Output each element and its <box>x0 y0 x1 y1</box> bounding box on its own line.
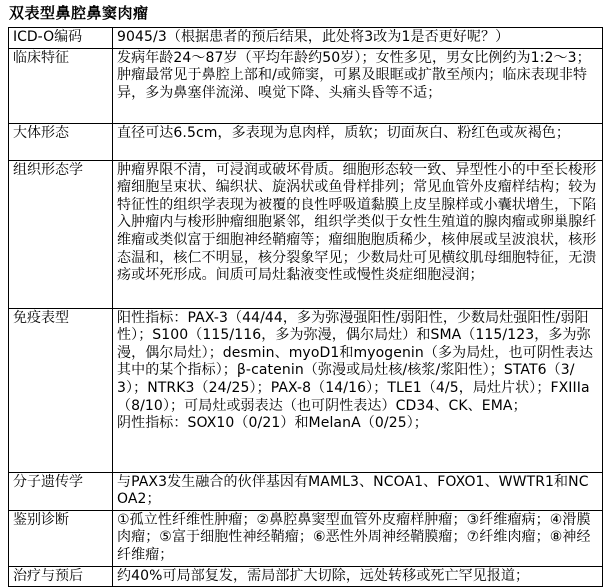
row-label: 大体形态 <box>9 123 113 160</box>
row-content: 阳性指标：PAX-3（44/44，多为弥漫强阳性/弱阳性，少数局灶强阳性/弱阳性）；S100（115/116，多为弥漫，偶尔局灶）和SMA（115/123，多为弥漫，偶尔局灶）；desmin、myoD1和myogenin（多为局灶，也可阴性表达其中的某个指标）；β-catenin（弥漫或局灶核/核浆/浆阳性）；STAT6（3/3）；NTRK3（24/25）；PAX-8（14/16）；TLE1（4/5，局灶片状）；FXIIIa（8/10）；可局灶或弱表达（也可阴性表达）CD34、CK、EMA； 阴性指标：SOX10（0/21）和MelanA（0/25）； <box>113 308 603 472</box>
table-row-treatment <box>9 566 603 587</box>
info-table <box>8 27 603 587</box>
row-label: 组织形态学 <box>9 160 113 308</box>
row-content: 发病年龄24～87岁（平均年龄约50岁）；女性多见，男女比例约为1:2～3；肿瘤最常见于鼻腔上部和/或筛窦，可累及眼眶或扩散至颅内；临床表现非特异，多为鼻塞伴流涕、嗅觉下降、头痛头昏等不适； <box>113 48 603 123</box>
row-content: 9045/3（根据患者的预后结果，此处将3改为1是否更好呢？） <box>113 28 603 49</box>
row-content: 直径可达6.5cm，多表现为息肉样，质软；切面灰白、粉红色或灰褐色； <box>113 123 603 160</box>
row-content: ①孤立性纤维性肿瘤；②鼻腔鼻窦型血管外皮瘤样肿瘤；③纤维瘤病；④滑膜肉瘤；⑤富于细胞性神经鞘瘤；⑥恶性外周神经鞘膜瘤；⑦纤维肉瘤；⑧神经纤维瘤； <box>113 510 603 566</box>
row-content: 与PAX3发生融合的伙伴基因有MAML3、NCOA1、FOXO1、WWTR1和NCOA2； <box>113 472 603 510</box>
table-row-histology <box>9 160 603 308</box>
table-row-icd <box>9 28 603 49</box>
table-row-differential <box>9 510 603 566</box>
table-row-molecular <box>9 472 603 510</box>
table-row-clinical <box>9 48 603 123</box>
row-label: 治疗与预后 <box>9 566 113 587</box>
row-content: 肿瘤界限不清，可浸润或破坏骨质。细胞形态较一致、异型性小的中至长梭形瘤细胞呈束状、编织状、旋涡状或鱼骨样排列；常见血管外皮瘤样结构；较为特征性的组织学表现为被覆的良性呼吸道黏膜上皮呈腺样或小囊状增生，下陷入肿瘤内与梭形肿瘤细胞紧邻，组织学类似于女性生殖道的腺肉瘤或卵巢腺纤维瘤或类似富于细胞神经鞘瘤等；瘤细胞胞质稀少，核伸展或呈波浪状，核形态温和，核仁不明显，核分裂象罕见；少数局灶可见横纹肌母细胞特征，无溃疡或坏死形成。间质可局灶黏液变性或慢性炎症细胞浸润； <box>113 160 603 308</box>
row-label: 鉴别诊断 <box>9 510 113 566</box>
table-row-gross <box>9 123 603 160</box>
row-label: 免疫表型 <box>9 308 113 472</box>
row-content: 约40%可局部复发，需局部扩大切除，远处转移或死亡罕见报道； <box>113 566 603 587</box>
row-label: 分子遗传学 <box>9 472 113 510</box>
row-label: ICD-O编码 <box>9 28 113 49</box>
row-label: 临床特征 <box>9 48 113 123</box>
table-row-immuno <box>9 308 603 472</box>
document-title: 双表型鼻腔鼻窦肉瘤 <box>9 4 149 22</box>
